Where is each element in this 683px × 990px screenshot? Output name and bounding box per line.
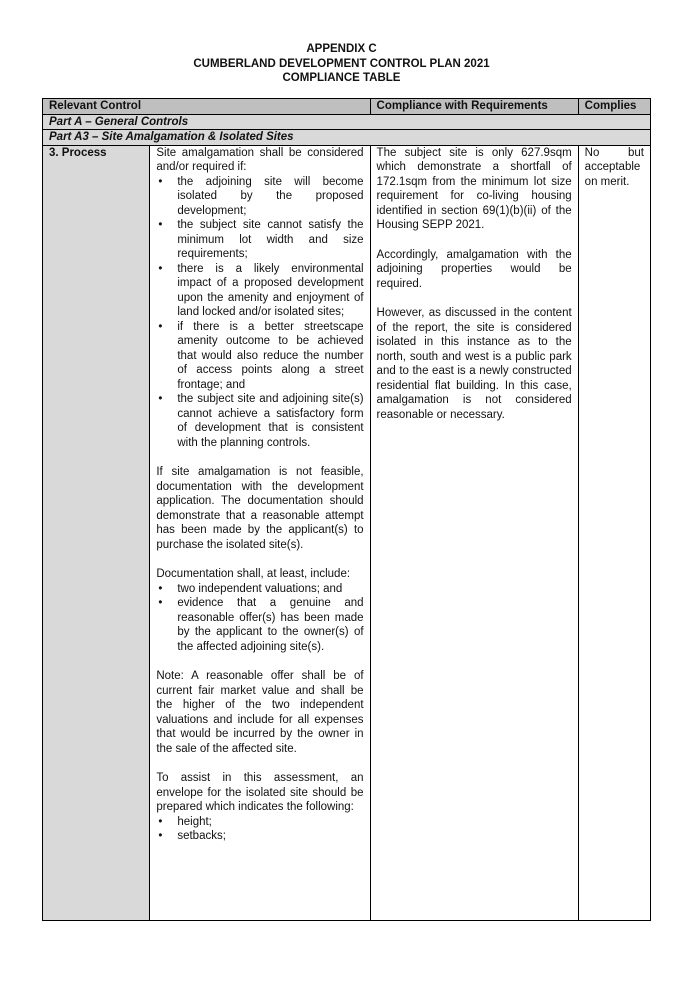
list-item: • setbacks; (156, 829, 363, 844)
list-item: • height; (156, 815, 363, 830)
amalgamation-conditions-list (156, 175, 363, 451)
requirements-cell (150, 145, 370, 920)
compliance-table (42, 98, 651, 921)
documentation-list (156, 582, 363, 655)
header-relevant-control: Relevant Control (43, 99, 371, 115)
list-item: • the subject site cannot satisfy the minimum lot width and size requirements; (156, 218, 363, 262)
list-item: • if there is a better streetscape amenity outcome to be achieved that would also reduce the number of access points along a street frontage; and (156, 320, 363, 393)
compliance-cell (370, 145, 578, 920)
list-item: • there is a likely environmental impact of a proposed development upon the amenity and enjoyment of land locked and/or isolated sites; (156, 262, 363, 320)
complies-cell (578, 145, 650, 920)
compliance-paragraph: The subject site is only 627.9sqm which demonstrate a shortfall of 172.1sqm from the minimum lot size requirement for co-living housing identified in section 69(1)(b)(ii) of the Housing SEPP 2021. (376, 146, 572, 231)
control-name: 3. Process (43, 145, 150, 920)
list-item: • the adjoining site will become isolated by the proposed development; (156, 175, 363, 219)
table-row (43, 145, 651, 920)
documentation-paragraph: If site amalgamation is not feasible, documentation with the development application. The documentation should demonstrate that a reasonable attempt has been made by the applicant(s) to purchase the isolated site(s). (156, 466, 364, 551)
document-heading (0, 42, 683, 86)
complies-value: No but acceptable on merit. (584, 146, 644, 188)
list-item: • the subject site and adjoining site(s) cannot achieve a satisfactory form of development that is consistent with the planning controls. (156, 392, 363, 450)
appendix-title: APPENDIX C (306, 43, 377, 55)
documentation-include-paragraph: Documentation shall, at least, include: (156, 568, 351, 580)
requirements-intro: Site amalgamation shall be considered and/or required if: (156, 146, 364, 173)
list-item: • evidence that a genuine and reasonable offer(s) has been made by the applicant to the owner(s) of the affected adjoining site(s). (156, 596, 363, 654)
list-item: • two independent valuations; and (156, 582, 363, 597)
table-title: COMPLIANCE TABLE (282, 72, 401, 84)
plan-title: CUMBERLAND DEVELOPMENT CONTROL PLAN 2021 (193, 57, 490, 70)
compliance-paragraph: Accordingly, amalgamation with the adjoining properties would be required. (376, 248, 572, 290)
header-complies: Complies (578, 99, 650, 115)
part-a-label: Part A – General Controls (43, 114, 651, 130)
table-header-row (43, 99, 651, 115)
compliance-paragraph: However, as discussed in the content of the report, the site is considered isolated in this instance as to the north, south and west is a public park and to the east is a newly constructed residential flat building. In this case, amalgamation is not considered reasonable or necessary. (376, 307, 572, 421)
envelope-list (156, 815, 363, 844)
part-a3-label: Part A3 – Site Amalgamation & Isolated Sites (43, 130, 651, 146)
reasonable-offer-note: Note: A reasonable offer shall be of current fair market value and shall be the higher of the two independent valuations and include for all expenses that would be incurred by the owner in the sale of the affected site. (156, 670, 364, 755)
section-row-part-a3 (43, 130, 651, 146)
header-compliance: Compliance with Requirements (370, 99, 578, 115)
envelope-paragraph: To assist in this assessment, an envelope for the isolated site should be prepared which indicates the following: (156, 772, 364, 813)
section-row-part-a (43, 114, 651, 130)
